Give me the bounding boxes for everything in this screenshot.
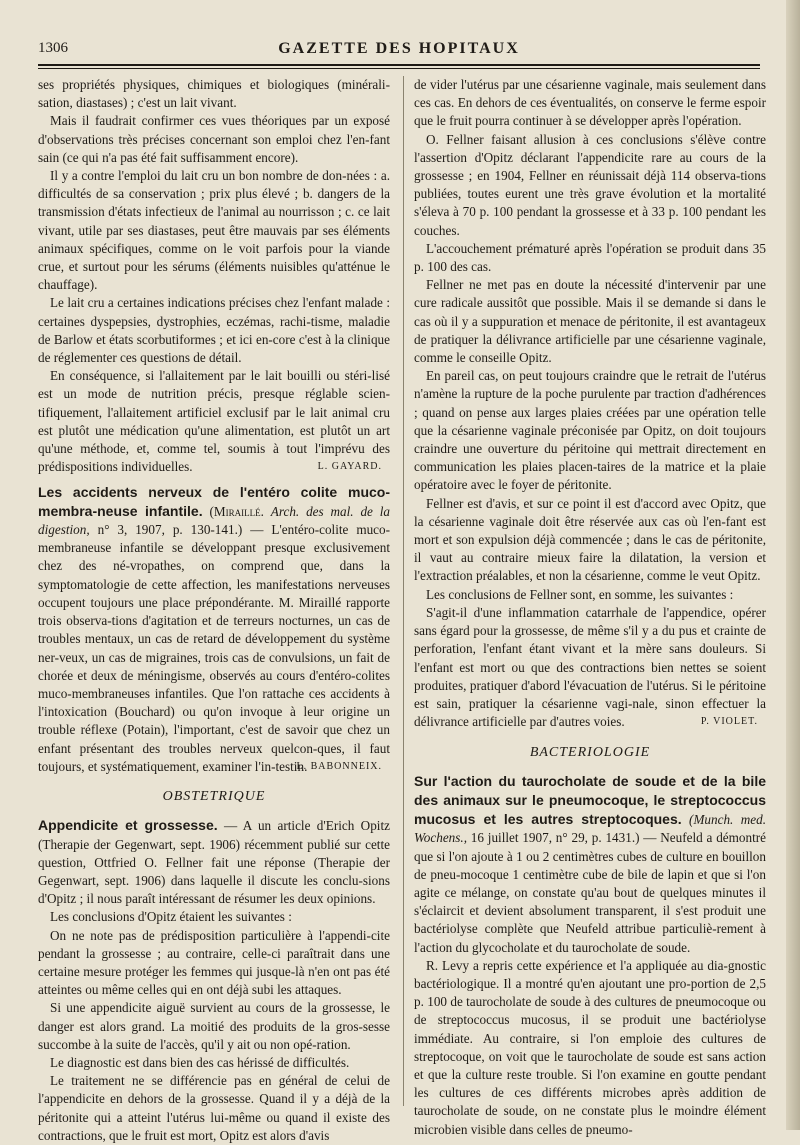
paragraph: R. Levy a repris cette expérience et l'a appliquée au dia-gnostic bactériologique. Il a montré qu'en ajoutant une pro-portion de 2,5 p. 100 de taurocholate de soude à des cultures de pneumocoque ou de streptococcus mucosus, il se produit une bactériolyse immédiate. Au contraire, si l'on emploie des cultures de streptocoque, on voit que le taurocholate de soude est sans action et que la culture reste trouble. Si l'on examine en goutte pendant les cultures de ces différents microbes après addition de taurocholate de soude, on ne constate plus le moindre élément microbien visible dans celles de pneumo- (414, 957, 766, 1137)
paragraph: O. Fellner faisant allusion à ces conclusions s'élève contre l'assertion d'Opitz déclarant l'appendicite rare au cours de la grossesse ; en 1904, Fellner en réunissait déjà 114 observa-tions publiées, toutes eurent une très grave évolution et la mortalité s'éleva à 70 p. 100 pendant la grossesse et à 33 p. 100 pendant les couches. (414, 131, 766, 238)
author-signature: L. BABONNEIX. (296, 760, 382, 772)
article-body: 16 juillet 1907, n° 29, p. 1431.) — Neufeld a démontré que si l'on ajoute à 1 ou 2 centimètres cubes de culture en bouillon de pneu-mocoque 1 centimètre cube de bile de lapin et que si l'on agite ce mélange, on constate qu'au bout de quelques minutes il s'éclaircit et devient absolument transparent, il s'est produit une bactériolyse complète que Neufeld attribue particuliè-rement à l'action du glycocholate et du taurocholate de soude. (414, 830, 766, 955)
paragraph: On ne note pas de prédisposition particulière à l'appendi-cite pendant la grossesse ; au contraire, celle-ci paraîtrait dans une certaine mesure protéger les femmes qui jusque-là n'en ont pas été atteintes ou même celles qui en ont déjà subi les attaques. (38, 927, 390, 998)
author-signature: L. GAYARD. (317, 461, 382, 473)
article-ref-author: (Miraillé. (209, 503, 264, 519)
right-column (414, 76, 766, 1139)
header-rule-thick (38, 64, 760, 66)
paragraph: Si une appendicite aiguë survient au cours de la grossesse, le danger est alors grand. La moitié des produits de la gros-sesse succombe à la suite de l'accès, qu'il y ait ou non opé-ration. (38, 1000, 390, 1052)
article-ref-journal: (Munch. med. Wochens., (414, 812, 767, 846)
paragraph: Mais il faudrait confirmer ces vues théoriques par un exposé d'observations très précises concernant son emploi chez l'en-fant sain (ce qui n'a pas été fait suffisamment encore). (38, 113, 390, 165)
article-appendicite (38, 816, 390, 908)
paragraph: Il y a contre l'emploi du lait cru un bon nombre de don-nées : a. difficultés de sa conservation ; prix plus élevé ; b. dangers de la transmission d'états infectieux de l'animal au nourrisson ; c. ce lait vivant, utile par ses diastases, peut être mauvais par ses éléments animaux spécifiques, comme on le voit parfois pour la viande crue, et surtout pour les sérums (éléments nuisibles qu'atténue le chauffage). (38, 168, 390, 293)
article-body: n° 3, 1907, p. 130-141.) — L'entéro-colite muco-membraneuse infantile se développant presque exclusivement chez des né-vropathes, on comprend que, dans la symptomatologie de cette affection, les manifestations nerveuses occupent toujours une place prépondérante. M. Miraillé rapporte trois observa-tions d'agitation et de terreurs nocturnes, un cas de troubles mentaux, un cas de retard de développement du système ner-veux, un cas de migraines, trois cas de convulsions, un fait de chorée et deux de méningisme, observés au cours d'entéro-colites muco-membraneuses infantiles. Que l'on rattache ces accidents à l'intoxication (Bouchard) ou qu'on invoque à leur origine un trouble réflexe (Potain), l'important, c'est de savoir que chez un enfant présentant des troubles nerveux quelcon-ques, il faut toujours, et systématiquement, examiner l'in-testin. (38, 522, 391, 774)
paragraph: de vider l'utérus par une césarienne vaginale, mais seulement dans ces cas. En dehors de ces éventualités, on conserve le ferme espoir que le fruit pourra continuer à se développer après l'opération. (414, 77, 766, 129)
paragraph: Les conclusions d'Opitz étaient les suivantes : (50, 909, 292, 925)
journal-title: GAZETTE DES HOPITAUX (278, 40, 520, 57)
article-title: Sur l'action du taurocholate de soude et de la bile des animaux sur le pneumocoque, le streptococcus mucosus et les autres streptocoques. (414, 772, 766, 828)
paragraph: En conséquence, si l'allaitement par le lait bouilli ou stéri-lisé est un mode de nutrition précis, presque réglable scien-tifiquement, l'allaitement artificiel exclusif par le lait animal cru est plutôt une médication qu'une alimentation, est plutôt un art qu'une méthode, et, comme tel, soumis à tout l'imprévu des prédispositions individuelles. (38, 368, 390, 475)
paragraph: Le traitement ne se différencie pas en général de celui de l'appendicite en dehors de la grossesse. Quand il y a déjà de la péritonite qui a atteint l'utérus lui-même ou quand il existe des contractions, que le fruit est mort, Opitz est alors d'avis (38, 1073, 390, 1143)
section-heading-bacteriologie: BACTERIOLOGIE (529, 744, 651, 760)
article-taurocholate (414, 772, 766, 957)
paragraph: Le diagnostic est dans bien des cas hérissé de difficultés. (50, 1054, 350, 1070)
author-signature: P. VIOLET. (700, 716, 758, 728)
paragraph: S'agit-il d'une inflammation catarrhale de l'appendice, opérer sans égard pour la grossesse, de même s'il y a du pus et crainte de perforation, l'enfant étant vivant et la mère sans douleurs. Si l'enfant est mort ou que des contractions bien nettes se soient produites, pratiquer d'abord l'évacuation de l'utérus. Si le péritoine est sain, pratiquer la césarienne vagi-nale, sinon effectuer la délivrance artificielle par d'autres voies. (414, 604, 766, 730)
page-header (38, 40, 760, 64)
article-ref-journal: Arch. des mal. de la digestion, (38, 503, 391, 538)
paragraph: En pareil cas, on peut toujours craindre que le retrait de l'utérus n'amène la rupture de la poche purulente par traction d'adhérences ; quand on pense aux larges plaies créées par une opération telle que la césarienne vaginale préconisée par Opitz, on doit toujours craindre une ouverture du péritoine qui mettrait directement en communication les plaies placen-taires de la matrice et la plaie opératoire avec le foyer de péritonite. (414, 368, 766, 493)
column-divider (403, 76, 404, 1106)
paragraph: Fellner est d'avis, et sur ce point il est d'accord avec Opitz, que la césarienne vaginale doit être réservée aux cas où l'en-fant est mort et son expulsion déjà commencée ; dans le cas de péritonite, il vaut au contraire mieux faire la dilatation, la version et l'extraction préalables, et non la césarienne, comme le veut Opitz. (414, 495, 766, 584)
page-number: 1306 (38, 40, 68, 56)
left-column (38, 76, 390, 1145)
article-title: Les accidents nerveux de l'entéro colite muco-membra-neuse infantile. (38, 483, 390, 519)
paragraph: L'accouchement prématuré après l'opération se produit dans 35 p. 100 des cas. (414, 240, 766, 275)
paragraph: Fellner ne met pas en doute la nécessité d'intervenir par une cure radicale aussitôt que possible. Mais il se demande si dans le cas où il y a suppuration et menace de péritonite, il est avantageux de pratiquer la délivrance artificielle par une césarienne vaginale, comme le conseille Opitz. (414, 277, 766, 366)
paragraph: ses propriétés physiques, chimiques et biologiques (minérali-sation, diastases) ; c'est un lait vivant. (38, 77, 390, 111)
article-body: — A un article d'Erich Opitz (Therapie der Gegenwart, sept. 1906) récemment publié sur cette question, Ottfried O. Fellner fait une réponse (Therapie der Gegenwart, sept. 1906) dans laquelle il discute les conclu-sions d'Opitz ; il nous paraît intéressant de résumer les deux opinions. (38, 818, 390, 907)
article-title: Appendicite et grossesse. (38, 817, 218, 834)
header-rule-thin (38, 68, 760, 69)
paragraph: Les conclusions de Fellner sont, en somme, les suivantes : (426, 586, 734, 602)
paragraph: Le lait cru a certaines indications précises chez l'enfant malade : certaines dyspepsies, dystrophies, eczémas, rachi-tisme, maladie de Barlow et états scorbutiformes ; et ici en-core c'est à la clinique de réglementer ces questions de détail. (38, 295, 390, 366)
section-heading-obstetrique: OBSTETRIQUE (162, 789, 266, 805)
article-entero-colite (38, 483, 390, 776)
page-edge (786, 0, 800, 1130)
